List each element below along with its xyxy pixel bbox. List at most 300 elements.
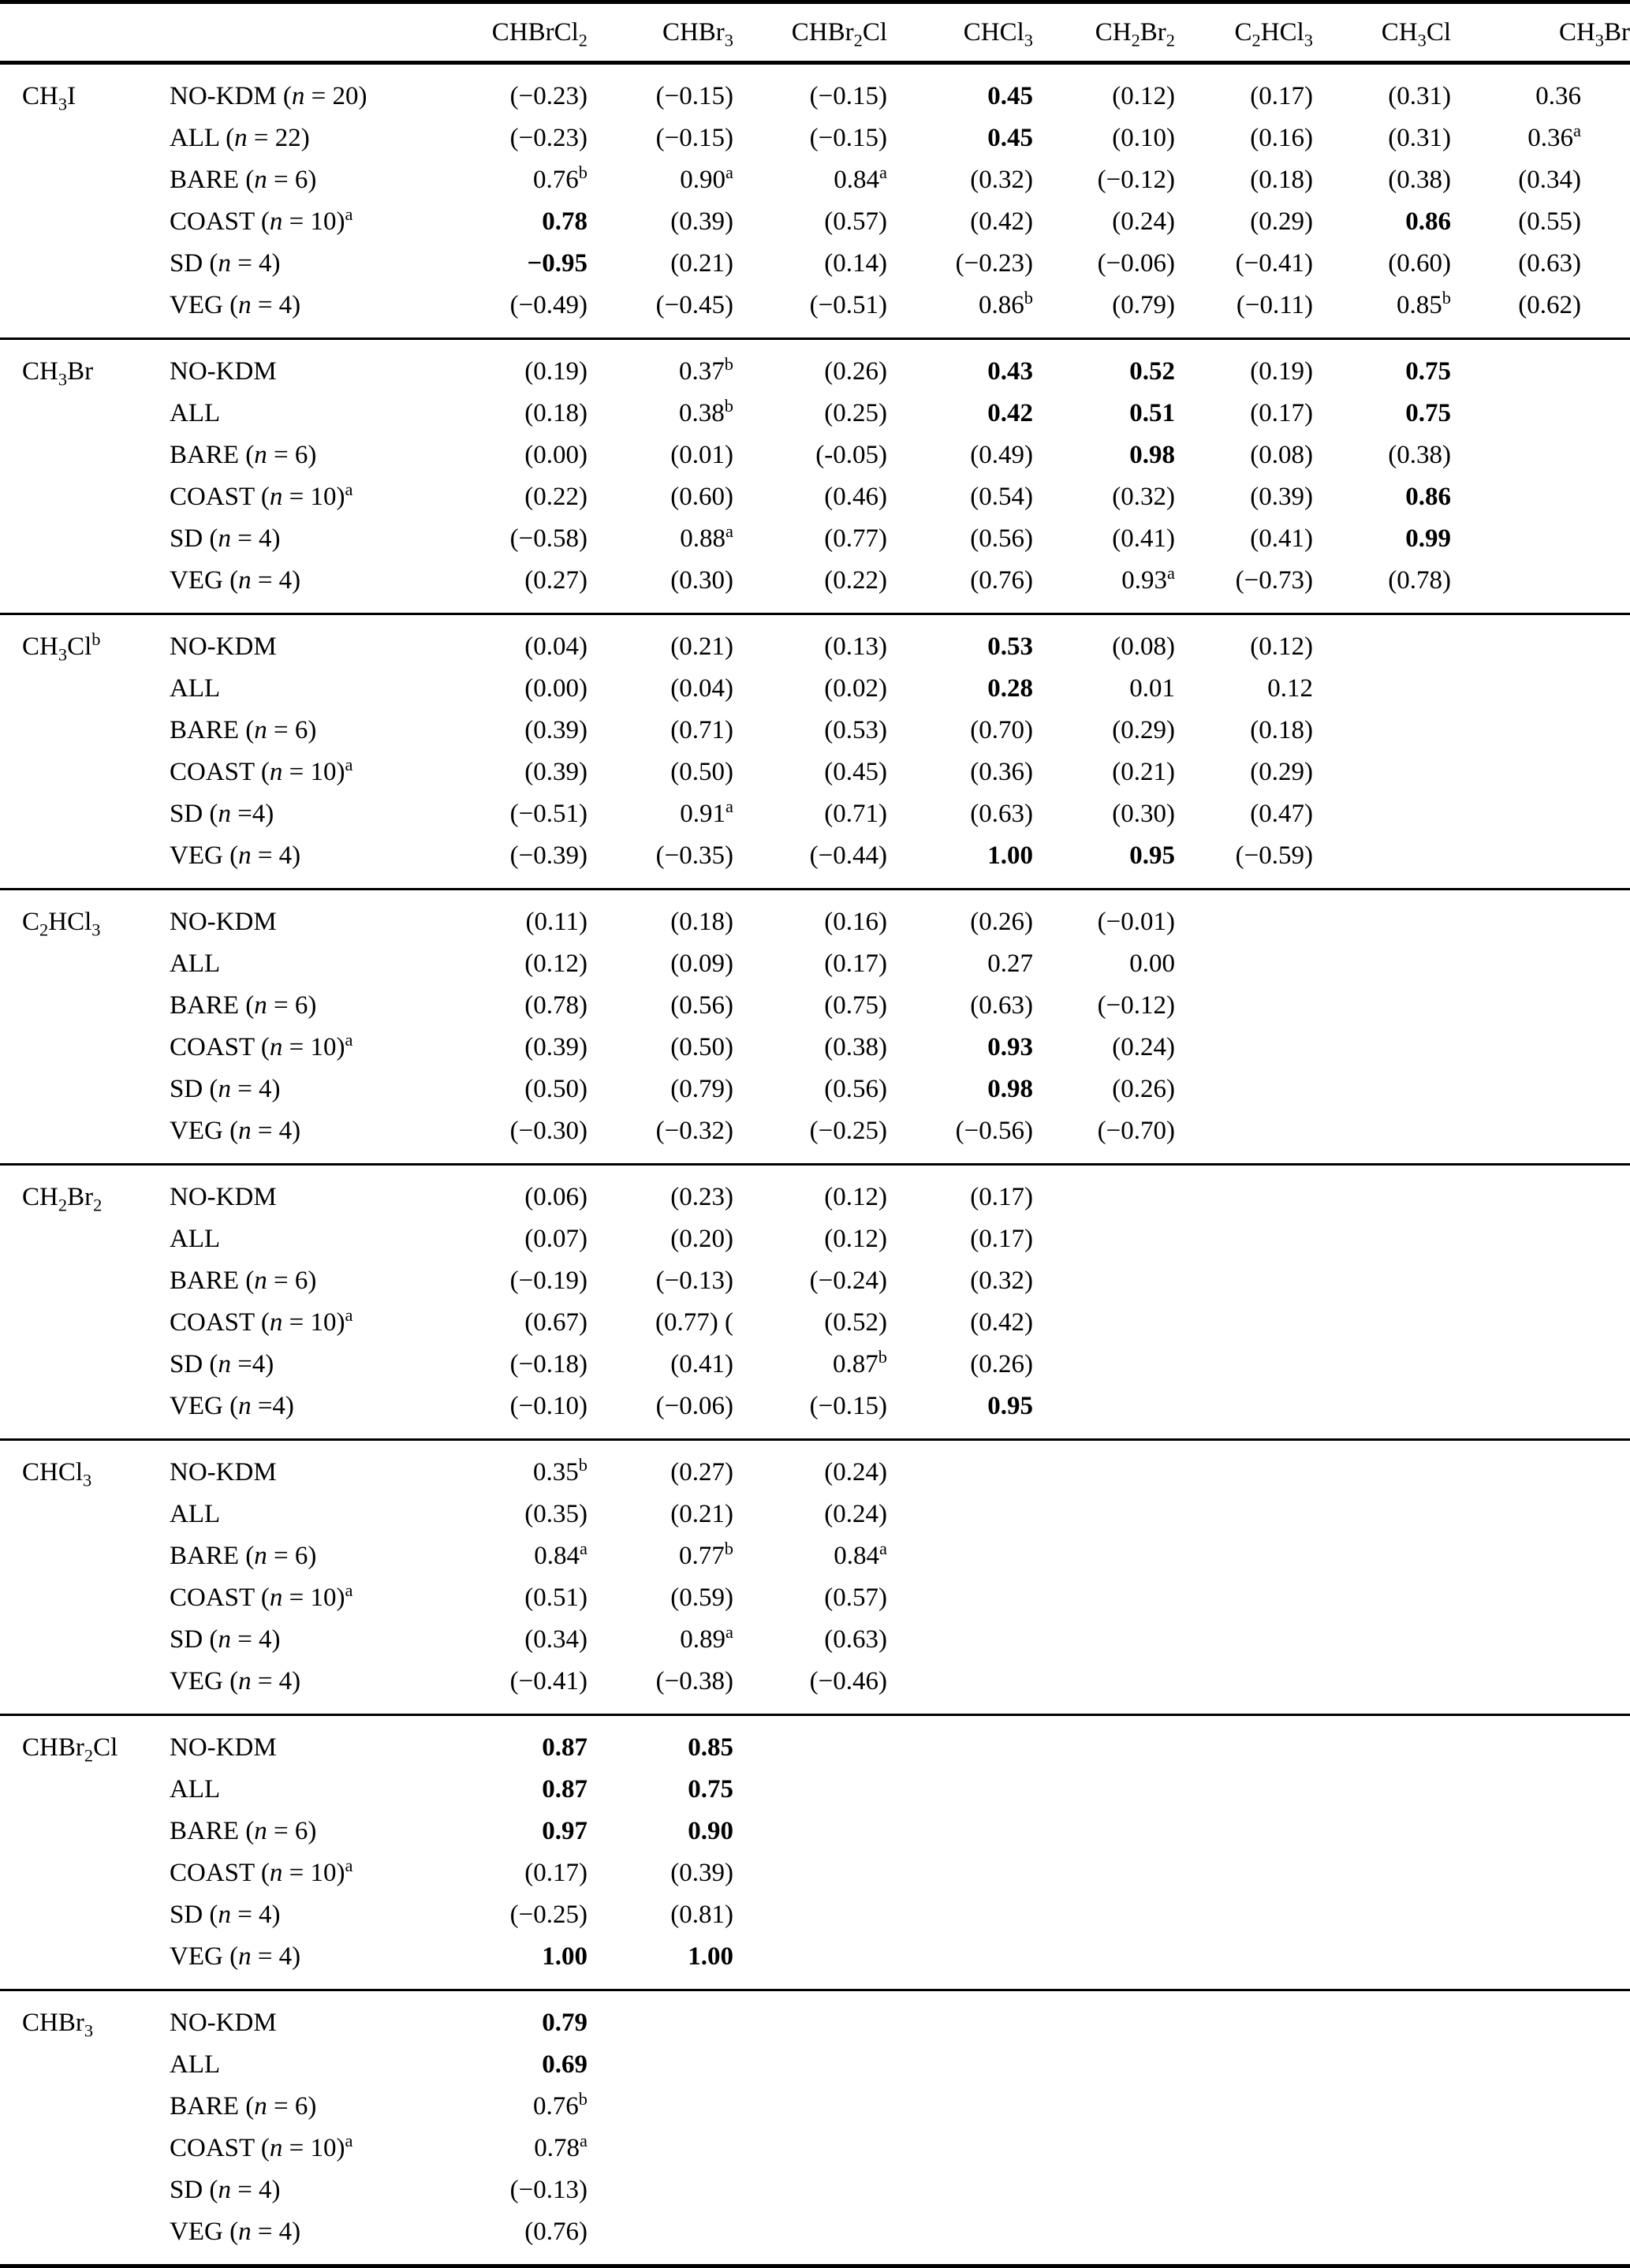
row-group-label: $CH_3Cl^b$: [0, 614, 170, 669]
value-cell: (−0.25): [809, 1117, 887, 1145]
row-label: NO-KDM (n = 20): [170, 82, 367, 110]
value-cell: (−0.41): [509, 1667, 587, 1695]
column-header: CHCl$_3$: [887, 4, 1033, 63]
value-cell: (0.21): [670, 249, 733, 278]
row-label: BARE (n = 6): [170, 441, 317, 469]
row-group-label: $CH_3I$: [22, 82, 76, 114]
value-cell: [1175, 1110, 1313, 1165]
value-cell: (0.76): [524, 2218, 587, 2246]
table-row: [0, 1344, 1630, 1386]
value-cell: (0.17): [524, 1859, 587, 1887]
value-cell: (0.38): [824, 1033, 887, 1061]
compound-section: [0, 1165, 1630, 1440]
value-cell: [887, 2128, 1033, 2169]
value-cell: [1033, 1440, 1175, 1494]
row-group-label: [0, 1494, 170, 1535]
value-cell: (−0.30): [509, 1117, 587, 1145]
value-cell: [1451, 614, 1630, 669]
value-cell: [1451, 560, 1630, 614]
value-cell: 0.76$^b$: [533, 2089, 587, 2121]
value-cell: [1033, 1769, 1175, 1811]
value-cell: (0.27): [587, 1440, 733, 1494]
value-cell: (0.63): [1518, 249, 1581, 278]
value-cell: [1451, 2086, 1630, 2128]
table-row: [0, 1494, 1630, 1535]
value-cell: 0.87$^b$: [833, 1347, 887, 1378]
row-group-label: [0, 118, 170, 159]
row-label: NO-KDM: [170, 1715, 442, 1770]
compound-section: [0, 1990, 1630, 2265]
value-cell: (0.32): [1112, 483, 1175, 511]
value-cell: [887, 1440, 1033, 1494]
value-cell: 0.43: [887, 339, 1033, 394]
value-cell: [1313, 1811, 1451, 1852]
value-cell: (0.20): [670, 1225, 733, 1253]
value-cell: 0.78: [542, 207, 587, 236]
row-group-label: [0, 1894, 170, 1936]
value-cell: (−0.13): [509, 2176, 587, 2204]
table-row: [0, 2169, 1630, 2211]
value-cell: 0.76$^b$: [533, 162, 587, 194]
row-label: NO-KDM: [170, 1165, 442, 1219]
value-cell: (0.47): [1250, 800, 1313, 828]
value-cell: [1313, 1619, 1451, 1661]
value-cell: (0.50): [670, 758, 733, 786]
compound-section: [0, 890, 1630, 1165]
row-label: COAST (n = 10)$^a$: [170, 204, 353, 236]
value-cell: (0.56): [670, 991, 733, 1020]
row-group-label: [0, 1027, 170, 1069]
value-cell: (0.08): [1033, 614, 1175, 669]
value-cell: (−0.15): [809, 1392, 887, 1420]
value-cell: 0.95: [987, 1392, 1033, 1420]
value-cell: [1033, 1386, 1175, 1440]
value-cell: −0.95: [527, 249, 587, 278]
value-cell: 0.12: [1267, 674, 1313, 703]
row-group-label: [0, 1577, 170, 1619]
value-cell: [1313, 2044, 1451, 2086]
value-cell: [1175, 1769, 1313, 1811]
table-row: [0, 614, 1630, 669]
value-cell: [1313, 1769, 1451, 1811]
row-label: NO-KDM: [170, 890, 442, 944]
value-cell: 0.95: [1129, 841, 1175, 870]
value-cell: (0.50): [670, 1033, 733, 1061]
value-cell: [1033, 1715, 1175, 1770]
table-row: [0, 793, 1630, 835]
row-label: COAST (n = 10)$^a$: [170, 1030, 353, 1061]
row-group-label: CHBr$_2$Cl: [0, 1715, 170, 1770]
value-cell: [587, 2086, 733, 2128]
value-cell: 0.28: [987, 674, 1033, 703]
row-group-label: [0, 476, 170, 518]
value-cell: [887, 2044, 1033, 2086]
row-label: VEG (n = 4): [170, 1942, 301, 1971]
value-cell: [1313, 1990, 1451, 2045]
table-row: [0, 1852, 1630, 1894]
row-group-label: [0, 1344, 170, 1386]
value-cell: (−0.12): [1097, 166, 1175, 194]
value-cell: [1451, 835, 1630, 890]
value-cell: [1175, 1852, 1313, 1894]
value-cell: 0.36: [1535, 82, 1581, 110]
value-cell: [1451, 2128, 1630, 2169]
value-cell: [1451, 518, 1630, 560]
value-cell: [1451, 890, 1630, 944]
value-cell: [1033, 2211, 1175, 2264]
value-cell: [1451, 1302, 1630, 1344]
table-row: [0, 2128, 1630, 2169]
value-cell: (−0.56): [955, 1117, 1033, 1145]
value-cell: 0.84$^a$: [834, 162, 887, 194]
column-header: $CH_3Cl$: [1313, 4, 1451, 63]
value-cell: [1313, 793, 1451, 835]
row-group-label: [0, 710, 170, 752]
compound-section: [0, 63, 1630, 339]
value-cell: (−0.23): [509, 82, 587, 110]
value-cell: (0.49): [970, 441, 1033, 469]
value-cell: (−0.70): [1097, 1117, 1175, 1145]
table-row: [0, 1069, 1630, 1110]
value-cell: [1451, 1440, 1630, 1494]
table-row: [0, 201, 1630, 243]
value-cell: (0.12): [524, 949, 587, 978]
value-cell: [733, 2211, 887, 2264]
value-cell: 0.69: [542, 2050, 587, 2079]
value-cell: [1033, 1894, 1175, 1936]
value-cell: [1175, 1165, 1313, 1219]
value-cell: [1175, 1302, 1313, 1344]
value-cell: (0.29): [1112, 716, 1175, 744]
value-cell: (0.60): [1388, 249, 1451, 278]
value-cell: [1175, 1811, 1313, 1852]
row-label: VEG (n = 4): [170, 291, 301, 319]
value-cell: [733, 2169, 887, 2211]
row-label: NO-KDM: [170, 339, 442, 394]
table-row: [0, 159, 1630, 201]
value-cell: (0.54): [970, 483, 1033, 511]
value-cell: [1033, 1990, 1175, 2045]
row-label: SD (n = 4): [170, 1901, 281, 1929]
value-cell: (0.46): [824, 483, 887, 511]
value-cell: [1451, 793, 1630, 835]
table-header: [0, 4, 1630, 63]
value-cell: [887, 1535, 1033, 1577]
table-row: [0, 710, 1630, 752]
value-cell: [1451, 1260, 1630, 1302]
row-group-label: [0, 285, 170, 339]
value-cell: [1033, 2086, 1175, 2128]
value-cell: 1.00: [688, 1942, 733, 1971]
table-row: [0, 393, 1630, 435]
value-cell: (0.75): [824, 991, 887, 1020]
row-group-label: [0, 2044, 170, 2086]
value-cell: 0.53: [887, 614, 1033, 669]
value-cell: [1313, 1852, 1451, 1894]
row-label: NO-KDM: [170, 1990, 442, 2045]
value-cell: (0.39): [524, 1033, 587, 1061]
row-group-label: CHCl$_3$: [0, 1440, 170, 1494]
value-cell: (0.38): [1388, 166, 1451, 194]
value-cell: (0.07): [524, 1225, 587, 1253]
row-label: VEG (n = 4): [170, 1667, 301, 1695]
value-cell: [733, 2128, 887, 2169]
row-group-label: $CH_2Br_2$: [0, 1165, 170, 1219]
value-cell: 0.75: [688, 1775, 733, 1804]
value-cell: 0.52: [1033, 339, 1175, 394]
value-cell: (−0.15): [655, 124, 733, 152]
value-cell: [1451, 2044, 1630, 2086]
value-cell: [1451, 1619, 1630, 1661]
value-cell: (0.56): [970, 524, 1033, 553]
table-row: [0, 339, 1630, 394]
value-cell: [733, 1852, 887, 1894]
value-cell: (0.26): [887, 890, 1033, 944]
row-label: ALL (n = 22): [170, 124, 310, 152]
value-cell: 0.45: [987, 82, 1033, 110]
value-cell: (0.00): [524, 441, 587, 469]
row-group-label: [0, 1535, 170, 1577]
table-row: [0, 118, 1630, 159]
value-cell: (0.16): [1250, 124, 1313, 152]
value-cell: [1033, 1936, 1175, 1990]
value-cell: (−0.15): [809, 124, 887, 152]
value-cell: [1451, 1577, 1630, 1619]
table-row: [0, 668, 1630, 710]
row-group-label: [0, 793, 170, 835]
value-cell: (−0.19): [509, 1266, 587, 1295]
value-cell: [1033, 1260, 1175, 1302]
value-cell: (0.81): [670, 1901, 733, 1929]
value-cell: (0.35): [524, 1500, 587, 1528]
value-cell: (−0.51): [809, 291, 887, 319]
value-cell: [887, 1715, 1033, 1770]
value-cell: [1175, 2169, 1313, 2211]
value-cell: (−0.06): [655, 1392, 733, 1420]
row-label: BARE (n = 6): [170, 1817, 317, 1845]
value-cell: (0.41): [670, 1350, 733, 1378]
value-cell: (0.41): [1250, 524, 1313, 553]
value-cell: 0.93: [987, 1033, 1033, 1061]
row-label: BARE (n = 6): [170, 716, 317, 744]
value-cell: (−0.45): [655, 291, 733, 319]
row-label: SD (n =4): [170, 1350, 274, 1378]
value-cell: 0.84$^a$: [534, 1539, 587, 1570]
value-cell: [1175, 1661, 1313, 1715]
value-cell: [887, 1577, 1033, 1619]
table-row: [0, 518, 1630, 560]
value-cell: [1313, 1260, 1451, 1302]
value-cell: [1033, 1494, 1175, 1535]
value-cell: 0.98: [1129, 441, 1175, 469]
value-cell: [1033, 2128, 1175, 2169]
value-cell: 0.87: [442, 1715, 587, 1770]
value-cell: [1313, 943, 1451, 985]
value-cell: [1451, 1218, 1630, 1260]
row-group-label: [0, 1110, 170, 1165]
row-label: COAST (n = 10)$^a$: [170, 1305, 353, 1337]
value-cell: (0.63): [970, 800, 1033, 828]
value-cell: 0.88$^a$: [680, 521, 733, 553]
row-group-label: [0, 201, 170, 243]
value-cell: (0.71): [670, 716, 733, 744]
value-cell: [1313, 1069, 1451, 1110]
value-cell: (0.21): [587, 614, 733, 669]
value-cell: [1175, 1936, 1313, 1990]
value-cell: [887, 2169, 1033, 2211]
row-group-label: [0, 518, 170, 560]
value-cell: (−0.44): [809, 841, 887, 870]
row-group-label: [0, 2211, 170, 2264]
value-cell: (0.59): [670, 1583, 733, 1612]
table-row: [0, 1936, 1630, 1990]
value-cell: [887, 1619, 1033, 1661]
table-row: [0, 1811, 1630, 1852]
value-cell: [1175, 2211, 1313, 2264]
value-cell: [1451, 435, 1630, 476]
row-label: ALL: [170, 1775, 221, 1804]
value-cell: [1313, 835, 1451, 890]
value-cell: (0.79): [1112, 291, 1175, 319]
table-row: [0, 63, 1630, 118]
value-cell: 0.85: [587, 1715, 733, 1770]
correlation-table: [0, 4, 1630, 2264]
value-cell: [1451, 1990, 1630, 2045]
value-cell: [587, 2169, 733, 2211]
value-cell: (0.41): [1112, 524, 1175, 553]
value-cell: (0.34): [1518, 166, 1581, 194]
row-label: ALL: [170, 674, 221, 703]
value-cell: [1313, 1440, 1451, 1494]
value-cell: (0.16): [733, 890, 887, 944]
value-cell: (0.13): [733, 614, 887, 669]
value-cell: [887, 1769, 1033, 1811]
value-cell: [1033, 1852, 1175, 1894]
value-cell: [1313, 752, 1451, 793]
value-cell: [1451, 2211, 1630, 2264]
value-cell: [1451, 339, 1630, 394]
value-cell: (0.04): [670, 674, 733, 703]
value-cell: [1033, 1661, 1175, 1715]
column-header: $C_2HCl_3$: [1175, 4, 1313, 63]
row-group-label: [0, 393, 170, 435]
table-row: [0, 243, 1630, 285]
row-label: BARE (n = 6): [170, 991, 317, 1020]
value-cell: [1313, 890, 1451, 944]
row-label: BARE (n = 6): [170, 1266, 317, 1295]
value-cell: (0.63): [824, 1625, 887, 1654]
value-cell: (−0.49): [509, 291, 587, 319]
value-cell: (0.02): [824, 674, 887, 703]
value-cell: [587, 2044, 733, 2086]
value-cell: (−0.10): [509, 1392, 587, 1420]
row-group-label: [0, 1619, 170, 1661]
value-cell: (−0.11): [1236, 291, 1313, 319]
row-label: VEG (n = 4): [170, 1117, 301, 1145]
value-cell: [1313, 1535, 1451, 1577]
table-row: [0, 1302, 1630, 1344]
value-cell: (0.42): [970, 207, 1033, 236]
table-row: [0, 1386, 1630, 1440]
value-cell: (0.39): [1250, 483, 1313, 511]
value-cell: (−0.12): [1097, 991, 1175, 1020]
row-label: NO-KDM: [170, 614, 442, 669]
value-cell: (0.19): [442, 339, 587, 394]
value-cell: 0.51: [1129, 399, 1175, 427]
value-cell: [1451, 943, 1630, 985]
table-row: [0, 1619, 1630, 1661]
value-cell: (-0.05): [815, 441, 887, 469]
value-cell: (−0.23): [509, 124, 587, 152]
value-cell: (0.56): [824, 1075, 887, 1103]
value-cell: [1033, 1535, 1175, 1577]
value-cell: [733, 1715, 887, 1770]
value-cell: [733, 1990, 887, 2045]
row-group-label: [0, 1302, 170, 1344]
row-group-label: [0, 2169, 170, 2211]
value-cell: (0.18): [524, 399, 587, 427]
value-cell: (0.78): [1388, 566, 1451, 595]
value-cell: (0.39): [670, 1859, 733, 1887]
value-cell: [1451, 752, 1630, 793]
table-row: [0, 1661, 1630, 1715]
value-cell: [1033, 1577, 1175, 1619]
value-cell: [1451, 1811, 1630, 1852]
value-cell: (0.78): [524, 991, 587, 1020]
value-cell: (0.24): [1112, 1033, 1175, 1061]
value-cell: (−0.24): [809, 1266, 887, 1295]
table-row: [0, 985, 1630, 1027]
value-cell: (0.36): [970, 758, 1033, 786]
value-cell: [1313, 2128, 1451, 2169]
value-cell: (0.18): [587, 890, 733, 944]
value-cell: [587, 1990, 733, 2045]
value-cell: [887, 1852, 1033, 1894]
value-cell: [1175, 2044, 1313, 2086]
value-cell: [733, 1936, 887, 1990]
row-label: VEG (n =4): [170, 1392, 294, 1420]
value-cell: [1175, 1386, 1313, 1440]
value-cell: (−0.35): [655, 841, 733, 870]
row-group-label: [0, 1852, 170, 1894]
value-cell: [1033, 2169, 1175, 2211]
value-cell: 0.86$^b$: [979, 288, 1033, 319]
value-cell: [1451, 1069, 1630, 1110]
row-label: VEG (n = 4): [170, 2218, 301, 2246]
value-cell: (0.63): [970, 991, 1033, 1020]
row-group-label: [0, 243, 170, 285]
row-label: COAST (n = 10)$^a$: [170, 755, 353, 786]
value-cell: [1313, 2169, 1451, 2211]
value-cell: (0.12): [1175, 614, 1313, 669]
value-cell: 0.75: [1405, 399, 1451, 427]
value-cell: [1313, 985, 1451, 1027]
table-row: [0, 1535, 1630, 1577]
value-cell: [887, 1661, 1033, 1715]
value-cell: 0.78$^a$: [534, 2131, 587, 2162]
value-cell: (−0.13): [655, 1266, 733, 1295]
value-cell: (0.51): [524, 1583, 587, 1612]
column-header: CHBrCl$_2$: [442, 4, 587, 63]
value-cell: (0.57): [824, 1583, 887, 1612]
row-group-label: [0, 435, 170, 476]
table-row: [0, 1577, 1630, 1619]
value-cell: 0.99: [1405, 524, 1451, 553]
value-cell: [1033, 1165, 1175, 1219]
value-cell: (0.21): [670, 1500, 733, 1528]
row-label: COAST (n = 10)$^a$: [170, 2131, 353, 2162]
value-cell: [1451, 1661, 1630, 1715]
